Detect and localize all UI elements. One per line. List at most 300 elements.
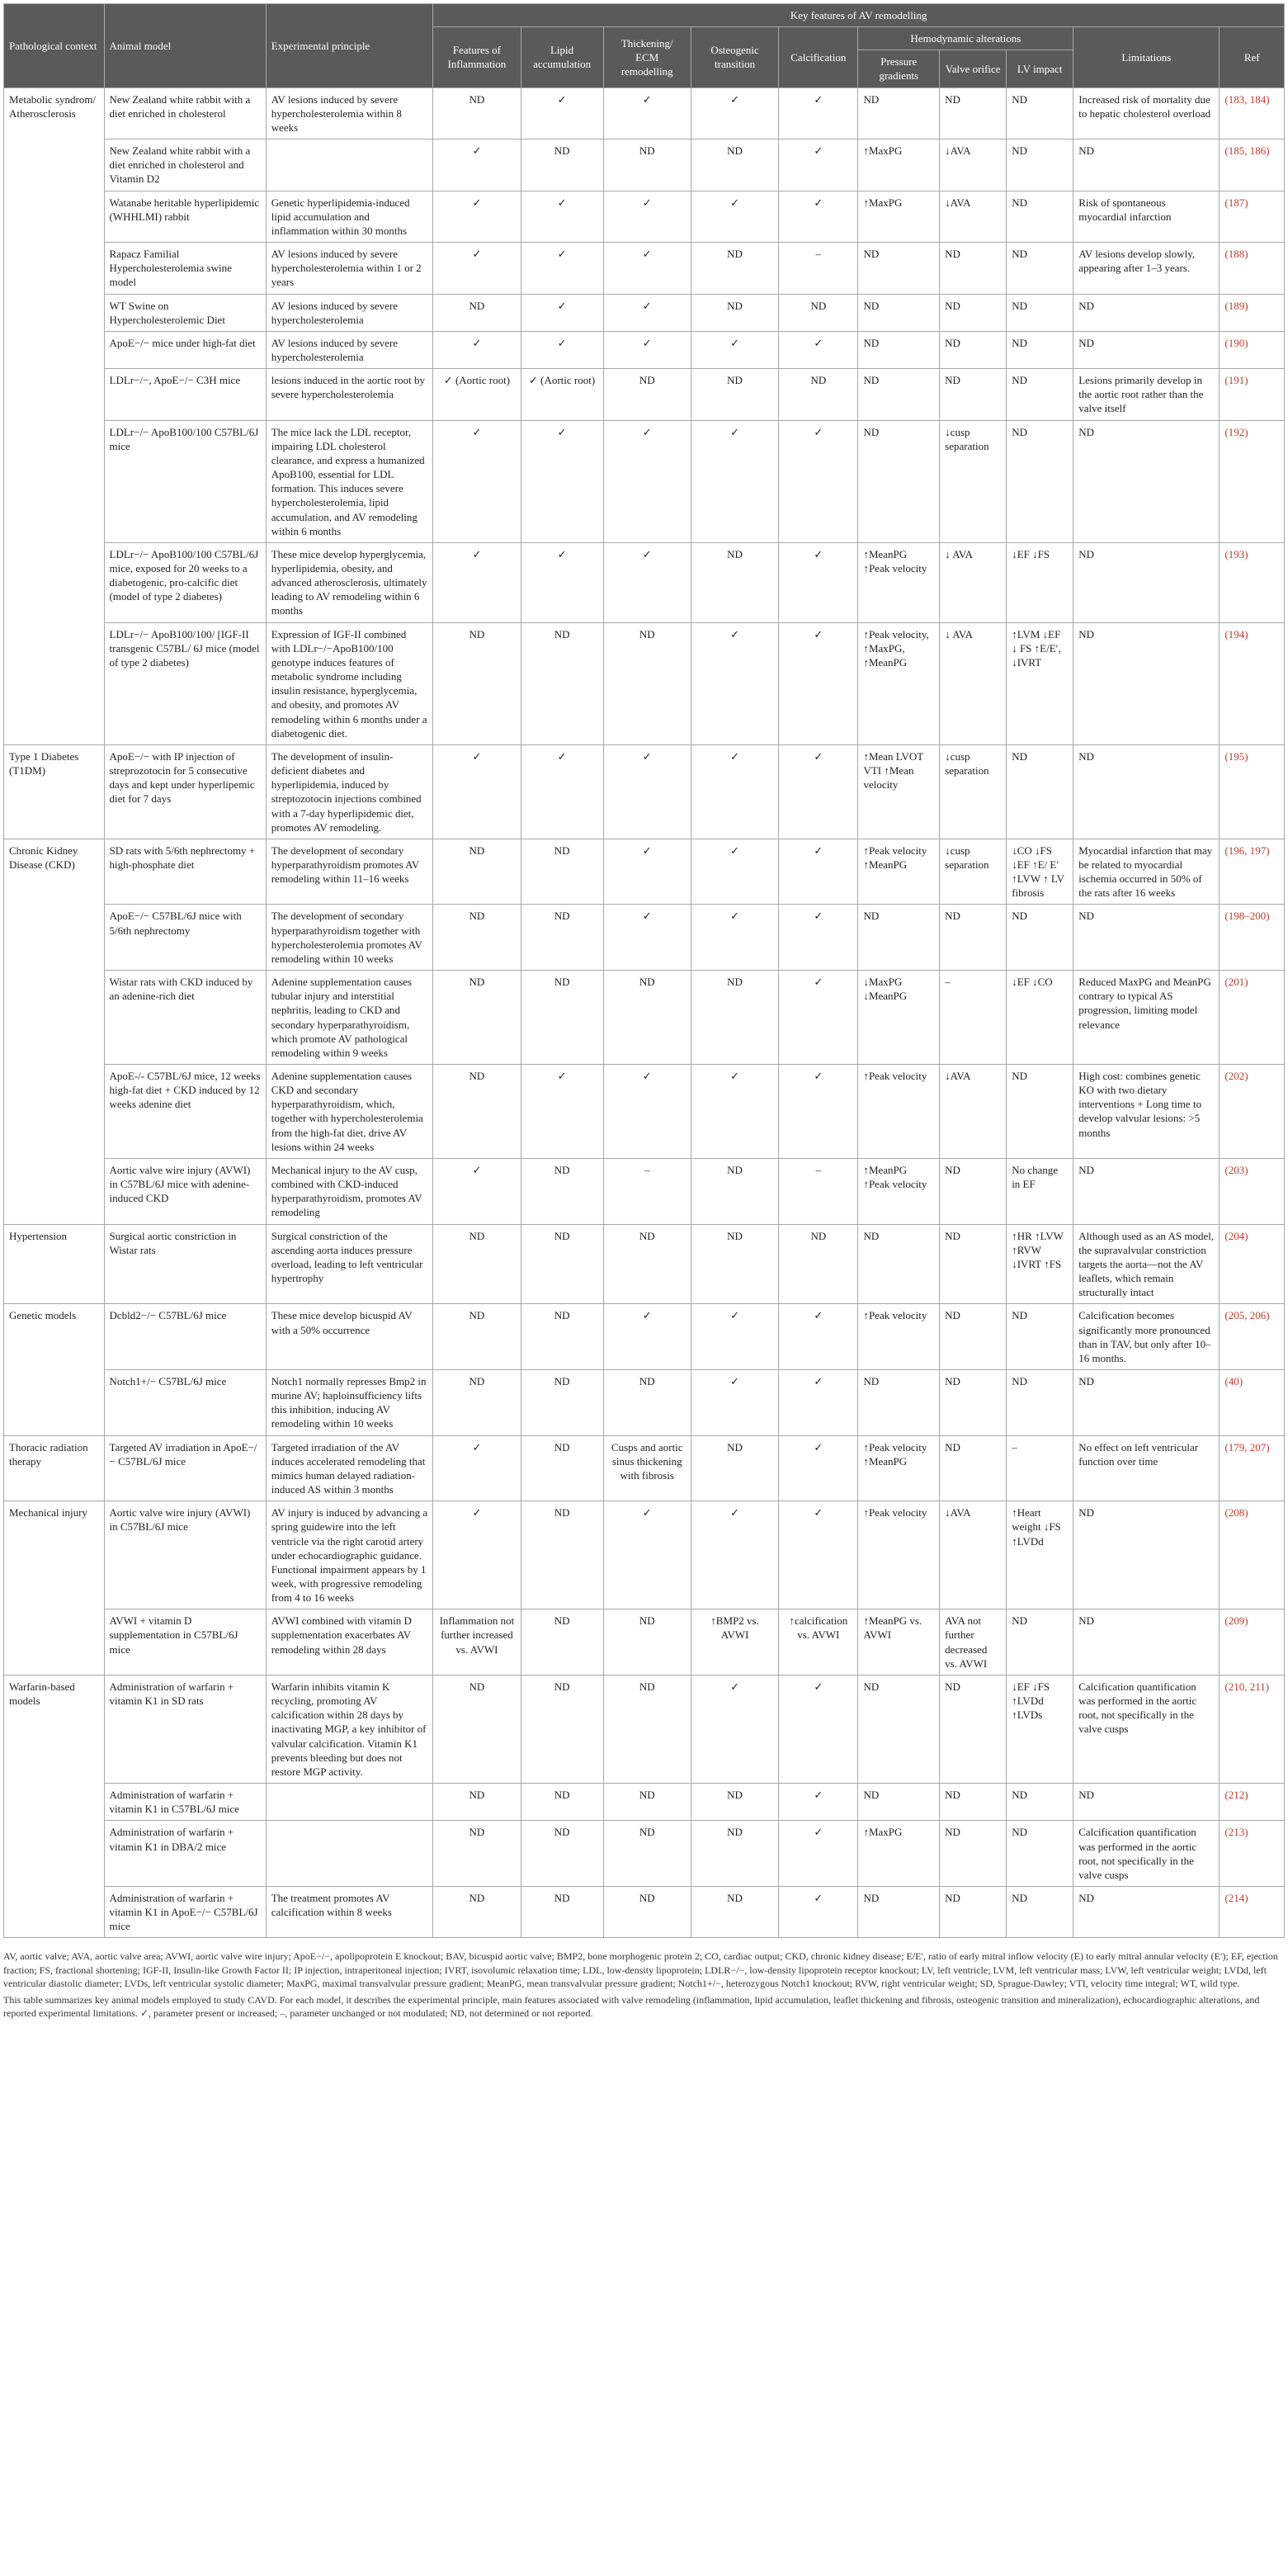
calcification-cell: ✓ [779,1886,858,1937]
model-cell: Administration of warfarin + vitamin K1 in DBA/2 mice [104,1821,266,1887]
thickening-cell: ND [603,1821,691,1887]
table-note: This table summarizes key animal models employed to study CAVD. For each model, it describes the experimental principle, main features associated with valve remodeling (inflammation, lipid accumulation, leaflet thickening and fibrosis, osteogenic transition and mineralization), echocardiographic alterations, and reported experimental limitations. ✓, parameter present or increased; –, parameter unchanged or not modulated; ND, not determined or not reported. [3,1994,1260,2020]
osteogenic-cell: ND [691,369,778,420]
context-cell: Metabolic syndrom/ Atherosclerosis [4,87,105,744]
inflammation-cell: ND [433,1821,521,1887]
limitations-cell: Lesions primarily develop in the aortic root rather than the valve itself [1073,369,1220,420]
inflammation-cell: ND [433,1369,521,1435]
pressure-cell: ↓MaxPG ↓MeanPG [858,971,940,1065]
pressure-cell: ↑Peak velocity, ↑MaxPG, ↑MeanPG [858,622,940,744]
lipid-cell: ✓ [521,1065,603,1159]
model-cell: Watanabe heritable hyperlipidemic (WHHLMI) rabbit [104,191,266,242]
table-row [4,905,1285,971]
ref-cell [1220,905,1285,971]
inflammation-cell: ND [433,622,521,744]
header-lv-impact: LV impact [1007,50,1073,87]
lv-impact-cell: ND [1007,87,1073,139]
osteogenic-cell: ✓ [691,744,778,839]
pressure-cell: ND [858,1675,940,1783]
valve-orifice-cell: ND [940,294,1007,331]
model-cell: LDLr−/− ApoB100/100/ [IGF-II transgenic C57BL/ 6J mice (model of type 2 diabetes) [104,622,266,744]
lv-impact-cell: ND [1007,331,1073,368]
reference-link[interactable]: (212) [1224,1789,1248,1802]
inflammation-cell: ND [433,1784,521,1821]
lv-impact-cell: ↓CO ↓FS ↓EF ↑E/ E′ ↑LVW ↑ LV fibrosis [1007,839,1073,905]
reference-link[interactable]: (208) [1224,1506,1248,1520]
inflammation-cell: ND [433,971,521,1065]
pressure-cell: ND [858,1886,940,1937]
limitations-cell: ND [1073,1158,1220,1224]
ref-cell [1220,971,1285,1065]
ref-cell [1220,622,1285,744]
principle-cell: The mice lack the LDL receptor, impairing LDL cholesterol clearance, and express a humanized ApoB100, essential for LDL formation. This induces severe hypercholesterolemia, lipid accumulation, and AV remodeling within 6 months [266,420,433,542]
lipid-cell: ✓ [521,191,603,242]
thickening-cell: ✓ [603,331,691,368]
reference-link[interactable]: (189) [1224,299,1248,312]
context-cell: Type 1 Diabetes (T1DM) [4,744,105,839]
valve-orifice-cell: ↓AVA [940,191,1007,242]
lipid-cell: ND [521,1369,603,1435]
lipid-cell: ND [521,1784,603,1821]
reference-link[interactable]: (194) [1224,627,1248,640]
lipid-cell: ✓ [521,420,603,542]
limitations-cell: No effect on left ventricular function over time [1073,1435,1220,1501]
header-valve-orifice: Valve orifice [940,50,1007,87]
header-inflammation: Features of Inflammation [433,27,521,87]
thickening-cell: ✓ [603,1304,691,1370]
calcification-cell: ✓ [779,1065,858,1159]
thickening-cell: ✓ [603,905,691,971]
header-hemodynamic: Hemodynamic alterations [858,27,1073,50]
reference-link[interactable]: (214) [1224,1891,1248,1904]
valve-orifice-cell: – [940,971,1007,1065]
lipid-cell: ✓ [521,542,603,622]
pressure-cell: ↑MeanPG ↑Peak velocity [858,1158,940,1224]
lipid-cell: ND [521,1675,603,1783]
calcification-cell: ✓ [779,1784,858,1821]
model-cell: Notch1+/− C57BL/6J mice [104,1369,266,1435]
model-cell: ApoE−/− with IP injection of streprozotocin for 5 consecutive days and kept under hyperlipemic diet for 7 days [104,744,266,839]
pressure-cell: ND [858,1224,940,1304]
lipid-cell: ND [521,1158,603,1224]
model-cell: Surgical aortic constriction in Wistar rats [104,1224,266,1304]
limitations-cell: Calcification quantification was performed in the aortic root, not specifically in the valve cusps [1073,1675,1220,1783]
model-cell: Wistar rats with CKD induced by an adenine-rich diet [104,971,266,1065]
model-cell: SD rats with 5/6th nephrectomy + high-phosphate diet [104,839,266,905]
osteogenic-cell: ND [691,1435,778,1501]
calcification-cell: ✓ [779,839,858,905]
inflammation-cell: ✓ (Aortic root) [433,369,521,420]
limitations-cell: Although used as an AS model, the supravalvular constriction targets the aorta—not the AV leaflets, which remain structurally intact [1073,1224,1220,1304]
table-row [4,971,1285,1065]
pressure-cell: ↑MaxPG [858,139,940,191]
principle-cell: The development of secondary hyperparathyroidism promotes AV remodeling within 11–16 weeks [266,839,433,905]
reference-link[interactable]: (204) [1224,1229,1248,1242]
thickening-cell: Cusps and aortic sinus thickening with fibrosis [603,1435,691,1501]
lipid-cell: ✓ [521,87,603,139]
table-row [4,1821,1285,1887]
osteogenic-cell: ✓ [691,1369,778,1435]
reference-link[interactable]: (205, 206) [1224,1309,1270,1322]
inflammation-cell: ✓ [433,1158,521,1224]
lipid-cell: ND [521,905,603,971]
context-cell: Chronic Kidney Disease (CKD) [4,839,105,1224]
table-row [4,331,1285,368]
principle-cell: Mechanical injury to the AV cusp, combined with CKD-induced hyperparathyroidism, promotes AV remodeling [266,1158,433,1224]
thickening-cell: ND [603,1784,691,1821]
lv-impact-cell: ND [1007,294,1073,331]
ref-cell [1220,1501,1285,1609]
limitations-cell: ND [1073,1886,1220,1937]
reference-link[interactable]: (210, 211) [1224,1680,1270,1693]
calcification-cell: ND [779,294,858,331]
ref-cell [1220,839,1285,905]
reference-link[interactable]: (193) [1224,547,1248,560]
calcification-cell: ✓ [779,1304,858,1370]
osteogenic-cell: ND [691,1821,778,1887]
osteogenic-cell: ✓ [691,839,778,905]
table-row [4,1369,1285,1435]
valve-orifice-cell: ND [940,1435,1007,1501]
table-row [4,542,1285,622]
animal-models-table [3,3,1285,1938]
lipid-cell: ND [521,1224,603,1304]
header-ref: Ref [1220,27,1285,87]
calcification-cell: ✓ [779,139,858,191]
principle-cell [266,139,433,191]
inflammation-cell: ✓ [433,243,521,294]
table-row [4,1435,1285,1501]
reference-link[interactable]: (183, 184) [1224,92,1270,106]
inflammation-cell: ✓ [433,420,521,542]
ref-cell [1220,294,1285,331]
inflammation-cell: ND [433,1304,521,1370]
inflammation-cell: ND [433,294,521,331]
limitations-cell: ND [1073,420,1220,542]
pressure-cell: ↑Mean LVOT VTI ↑Mean velocity [858,744,940,839]
lv-impact-cell: ND [1007,1821,1073,1887]
lipid-cell: ND [521,971,603,1065]
context-cell: Genetic models [4,1304,105,1435]
principle-cell: Targeted irradiation of the AV induces accelerated remodeling that mimics human delayed radiation-induced AS within 3 months [266,1435,433,1501]
reference-link[interactable]: (198–200) [1224,910,1270,923]
valve-orifice-cell: ND [940,87,1007,139]
thickening-cell: ND [603,1886,691,1937]
valve-orifice-cell: ND [940,1158,1007,1224]
osteogenic-cell: ✓ [691,420,778,542]
thickening-cell: ND [603,971,691,1065]
reference-link[interactable]: (196, 197) [1224,844,1270,857]
context-cell: Warfarin-based models [4,1675,105,1938]
principle-cell: Expression of IGF-II combined with LDLr−/−ApoB100/100 genotype induces features of metabolic syndrome including insulin resistance, hyperglycemia, and obesity, and promotes AV remodeling within 6 months under a diabetogenic diet. [266,622,433,744]
ref-cell [1220,1886,1285,1937]
table-row [4,1501,1285,1609]
pressure-cell: ND [858,905,940,971]
thickening-cell: ✓ [603,1065,691,1159]
lv-impact-cell: ND [1007,905,1073,971]
principle-cell: The development of secondary hyperparathyroidism together with hypercholesterolemia promotes AV remodeling within 10 weeks [266,905,433,971]
reference-link[interactable]: (191) [1224,374,1248,387]
ref-cell [1220,369,1285,420]
context-cell: Hypertension [4,1224,105,1304]
table-row [4,1886,1285,1937]
lipid-cell: ND [521,1886,603,1937]
table-row [4,839,1285,905]
valve-orifice-cell: ND [940,1675,1007,1783]
table-footnote [0,1938,1288,2020]
ref-cell [1220,1821,1285,1887]
model-cell: Administration of warfarin + vitamin K1 in C57BL/6J mice [104,1784,266,1821]
thickening-cell: ✓ [603,1501,691,1609]
valve-orifice-cell: ↓cusp separation [940,839,1007,905]
calcification-cell: ✓ [779,905,858,971]
pressure-cell: ND [858,87,940,139]
osteogenic-cell: ✓ [691,191,778,242]
reference-link[interactable]: (195) [1224,749,1248,763]
table-row [4,1158,1285,1224]
inflammation-cell: ND [433,905,521,971]
principle-cell: AV injury is induced by advancing a spring guidewire into the left ventricle via the right carotid artery under echocardiographic guidance. Functional impairment appears by 1 week, with progressive remodeling from 4 to 16 weeks [266,1501,433,1609]
reference-link[interactable]: (213) [1224,1826,1248,1839]
thickening-cell: ✓ [603,243,691,294]
thickening-cell: ND [603,622,691,744]
pressure-cell: ↑Peak velocity [858,1304,940,1370]
principle-cell: AV lesions induced by severe hypercholesterolemia within 1 or 2 years [266,243,433,294]
limitations-cell: ND [1073,1609,1220,1676]
principle-cell: Adenine supplementation causes tubular injury and interstitial nephritis, leading to CKD and secondary hyperparathyroidism, which promote AV pathological remodeling within 9 weeks [266,971,433,1065]
principle-cell: Adenine supplementation causes CKD and secondary hyperparathyroidism, which, together with hypercholesterolemia from the high-fat diet, drive AV lesions within 24 weeks [266,1065,433,1159]
lipid-cell: ✓ [521,744,603,839]
limitations-cell: ND [1073,744,1220,839]
calcification-cell: – [779,1158,858,1224]
lv-impact-cell: No change in EF [1007,1158,1073,1224]
limitations-cell: Reduced MaxPG and MeanPG contrary to typical AS progression, limiting model relevance [1073,971,1220,1065]
lv-impact-cell: ↓EF ↓FS ↑LVDd ↑LVDs [1007,1675,1073,1783]
lv-impact-cell: ↑Heart weight ↓FS ↑LVDd [1007,1501,1073,1609]
lv-impact-cell: ND [1007,369,1073,420]
lipid-cell: ND [521,1435,603,1501]
lipid-cell: ND [521,1501,603,1609]
limitations-cell: ND [1073,331,1220,368]
lipid-cell: ND [521,622,603,744]
lipid-cell: ND [521,139,603,191]
pressure-cell: ND [858,1369,940,1435]
reference-link[interactable]: (209) [1224,1614,1248,1628]
model-cell: AVWI + vitamin D supplementation in C57BL/6J mice [104,1609,266,1676]
calcification-cell: ✓ [779,191,858,242]
thickening-cell: ND [603,139,691,191]
osteogenic-cell: ✓ [691,1501,778,1609]
inflammation-cell: ND [433,1224,521,1304]
header-thickening: Thickening/ ECM remodelling [603,27,691,87]
principle-cell: AV lesions induced by severe hypercholesterolemia [266,294,433,331]
calcification-cell: ✓ [779,744,858,839]
thickening-cell: – [603,1158,691,1224]
calcification-cell: ↑calcification vs. AVWI [779,1609,858,1676]
model-cell: ApoE−/− C57BL/6J mice with 5/6th nephrectomy [104,905,266,971]
header-context: Pathological context [4,4,105,88]
thickening-cell: ✓ [603,87,691,139]
thickening-cell: ND [603,1675,691,1783]
pressure-cell: ND [858,243,940,294]
reference-link[interactable]: (190) [1224,336,1248,349]
header-principle: Experimental principle [266,4,433,88]
valve-orifice-cell: ND [940,331,1007,368]
lv-impact-cell: ND [1007,139,1073,191]
pressure-cell: ↑Peak velocity [858,1501,940,1609]
inflammation-cell: ✓ [433,191,521,242]
header-model: Animal model [104,4,266,88]
model-cell: Administration of warfarin + vitamin K1 in ApoE−/− C57BL/6J mice [104,1886,266,1937]
osteogenic-cell: ND [691,971,778,1065]
ref-cell [1220,139,1285,191]
table-row [4,744,1285,839]
model-cell: Dcbld2−/− C57BL/6J mice [104,1304,266,1370]
pressure-cell: ND [858,369,940,420]
reference-link[interactable]: (40) [1224,1374,1243,1387]
inflammation-cell: ND [433,87,521,139]
ref-cell [1220,1304,1285,1370]
reference-link[interactable]: (203) [1224,1163,1248,1176]
valve-orifice-cell: ↓AVA [940,1501,1007,1609]
lv-impact-cell: ND [1007,420,1073,542]
reference-link[interactable]: (187) [1224,196,1248,209]
lv-impact-cell: ↓EF ↓CO [1007,971,1073,1065]
valve-orifice-cell: ND [940,905,1007,971]
header-calcification: Calcification [779,27,858,87]
model-cell: WT Swine on Hypercholesterolemic Diet [104,294,266,331]
inflammation-cell: ✓ [433,331,521,368]
thickening-cell: ✓ [603,839,691,905]
context-cell: Mechanical injury [4,1501,105,1676]
ref-cell [1220,1784,1285,1821]
model-cell: Aortic valve wire injury (AVWI) in C57BL/6J mice [104,1501,266,1609]
inflammation-cell: ND [433,1675,521,1783]
model-cell: Administration of warfarin + vitamin K1 in SD rats [104,1675,266,1783]
model-cell: LDLr−/−, ApoE−/− C3H mice [104,369,266,420]
osteogenic-cell: ✓ [691,1675,778,1783]
osteogenic-cell: ND [691,542,778,622]
lipid-cell: ND [521,1609,603,1676]
lipid-cell: ND [521,839,603,905]
header-osteogenic: Osteogenic transition [691,27,778,87]
limitations-cell: ND [1073,622,1220,744]
model-cell: LDLr−/− ApoB100/100 C57BL/6J mice [104,420,266,542]
lipid-cell: ✓ (Aortic root) [521,369,603,420]
ref-cell [1220,1224,1285,1304]
principle-cell: These mice develop bicuspid AV with a 50% occurrence [266,1304,433,1370]
osteogenic-cell: ✓ [691,331,778,368]
limitations-cell: Myocardial infarction that may be related to myocardial ischemia occurred in 50% of the rats after 16 weeks [1073,839,1220,905]
valve-orifice-cell: AVA not further decreased vs. AVWI [940,1609,1007,1676]
model-cell: ApoE−/− mice under high-fat diet [104,331,266,368]
model-cell: Rapacz Familial Hypercholesterolemia swine model [104,243,266,294]
thickening-cell: ✓ [603,294,691,331]
model-cell: New Zealand white rabbit with a diet enriched in cholesterol [104,87,266,139]
inflammation-cell: ND [433,1886,521,1937]
lv-impact-cell: ND [1007,191,1073,242]
calcification-cell: ✓ [779,1369,858,1435]
model-cell: LDLr−/− ApoB100/100 C57BL/6J mice, exposed for 20 weeks to a diabetogenic, pro-calcific diet (model of type 2 diabetes) [104,542,266,622]
reference-link[interactable]: (179, 207) [1224,1440,1270,1453]
lv-impact-cell: ↑HR ↑LVW ↑RVW ↓IVRT ↑FS [1007,1224,1073,1304]
reference-link[interactable]: (185, 186) [1224,144,1270,158]
lv-impact-cell: ↑LVM ↓EF ↓ FS ↑E/E′, ↓IVRT [1007,622,1073,744]
calcification-cell: ✓ [779,971,858,1065]
ref-cell [1220,243,1285,294]
ref-cell [1220,331,1285,368]
ref-cell [1220,420,1285,542]
reference-link[interactable]: (192) [1224,425,1248,438]
osteogenic-cell: ND [691,294,778,331]
valve-orifice-cell: ND [940,1821,1007,1887]
thickening-cell: ND [603,1609,691,1676]
lv-impact-cell: ND [1007,1784,1073,1821]
ref-cell [1220,87,1285,139]
table-header [4,4,1285,88]
table-row [4,1304,1285,1370]
inflammation-cell: ND [433,1065,521,1159]
principle-cell: The development of insulin-deficient diabetes and hyperlipidemia, induced by streptozotocin injections combined with a 7-day hyperlipidemic diet, promotes AV remodeling. [266,744,433,839]
osteogenic-cell: ✓ [691,905,778,971]
header-lipid: Lipid accumulation [521,27,603,87]
ref-cell [1220,1435,1285,1501]
pressure-cell: ↑MeanPG ↑Peak velocity [858,542,940,622]
model-cell: New Zealand white rabbit with a diet enriched in cholesterol and Vitamin D2 [104,139,266,191]
limitations-cell: Increased risk of mortality due to hepatic cholesterol overload [1073,87,1220,139]
table-row [4,1609,1285,1676]
table-row [4,1784,1285,1821]
calcification-cell: ND [779,1224,858,1304]
thickening-cell: ✓ [603,542,691,622]
thickening-cell: ✓ [603,744,691,839]
limitations-cell: ND [1073,542,1220,622]
table-row [4,139,1285,191]
table-row [4,191,1285,242]
valve-orifice-cell: ↓cusp separation [940,420,1007,542]
table-row [4,87,1285,139]
reference-link[interactable]: (201) [1224,976,1248,989]
calcification-cell: ✓ [779,622,858,744]
pressure-cell: ↑MaxPG [858,1821,940,1887]
inflammation-cell: ND [433,839,521,905]
valve-orifice-cell: ↓cusp separation [940,744,1007,839]
pressure-cell: ND [858,331,940,368]
principle-cell: These mice develop hyperglycemia, hyperlipidemia, obesity, and advanced atherosclerosis, ultimately leading to AV remodeling within 6 months [266,542,433,622]
inflammation-cell: Inflammation not further increased vs. AVWI [433,1609,521,1676]
calcification-cell: ✓ [779,1675,858,1783]
ref-cell [1220,542,1285,622]
principle-cell: AV lesions induced by severe hypercholesterolemia [266,331,433,368]
calcification-cell: ✓ [779,542,858,622]
pressure-cell: ↑Peak velocity ↑MeanPG [858,1435,940,1501]
table-row [4,1675,1285,1783]
limitations-cell: ND [1073,294,1220,331]
reference-link[interactable]: (188) [1224,248,1248,261]
principle-cell: Genetic hyperlipidemia-induced lipid accumulation and inflammation within 30 months [266,191,433,242]
lv-impact-cell: ND [1007,243,1073,294]
principle-cell: The treatment promotes AV calcification within 8 weeks [266,1886,433,1937]
limitations-cell: Calcification quantification was performed in the aortic root, not specifically in the valve cusps [1073,1821,1220,1887]
calcification-cell: ND [779,369,858,420]
osteogenic-cell: ↑BMP2 vs. AVWI [691,1609,778,1676]
inflammation-cell: ✓ [433,744,521,839]
principle-cell: Warfarin inhibits vitamin K recycling, promoting AV calcification within 28 days by inactivating MGP, a key inhibitor of valvular calcification. Vitamin K1 prevents bleeding but does not restore MGP activity. [266,1675,433,1783]
reference-link[interactable]: (202) [1224,1070,1248,1082]
valve-orifice-cell: ND [940,243,1007,294]
lv-impact-cell: ↓EF ↓FS [1007,542,1073,622]
principle-cell [266,1784,433,1821]
